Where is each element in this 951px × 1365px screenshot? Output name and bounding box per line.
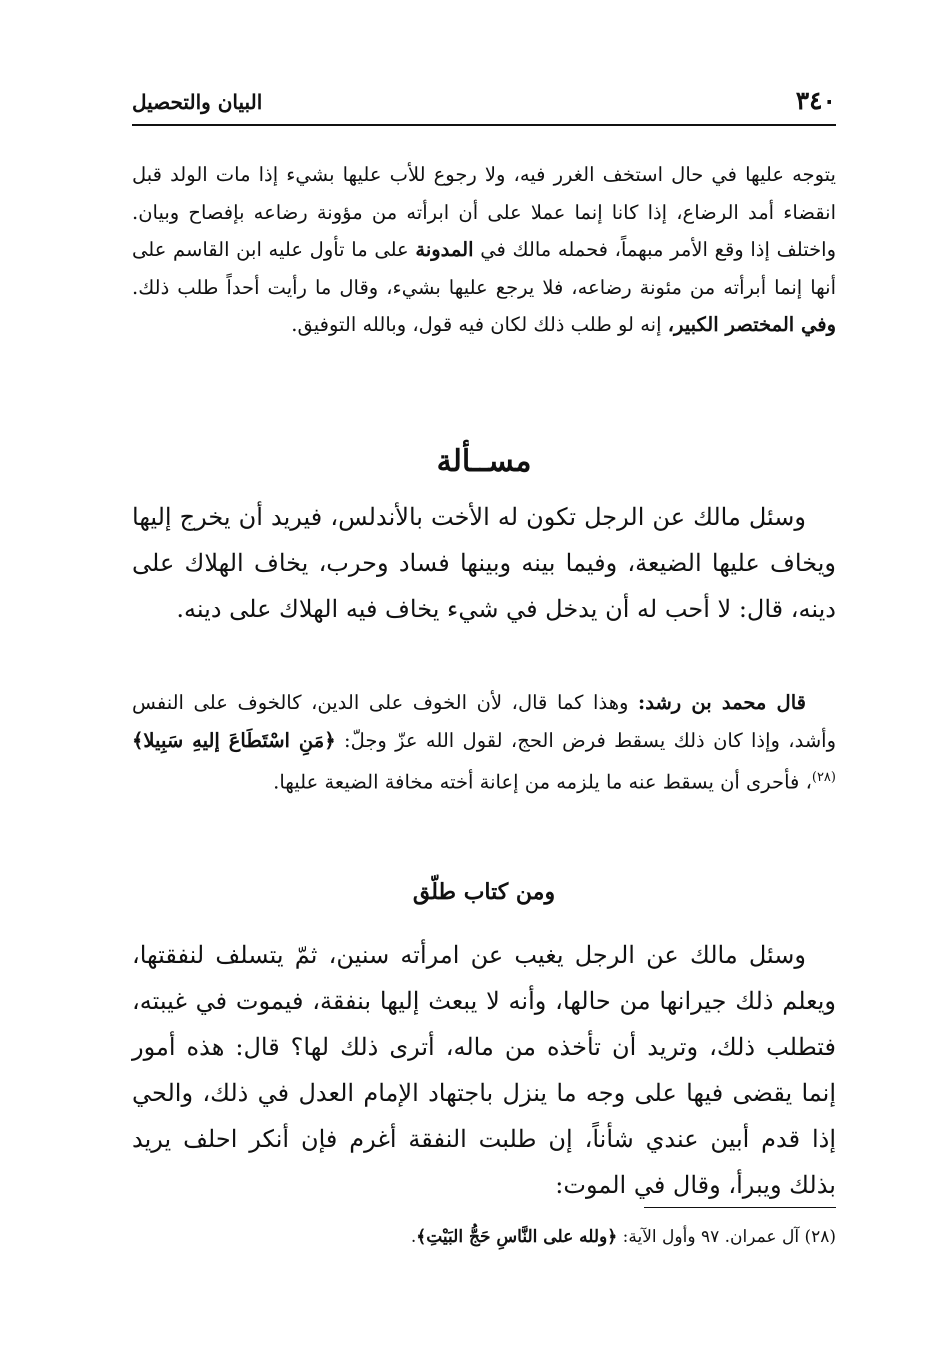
footnote-text: . bbox=[410, 1227, 417, 1247]
commentator-name: قال محمد بن رشد: bbox=[638, 691, 806, 714]
bold-source-mukhtasar: وفي المختصر الكبير، bbox=[667, 313, 836, 336]
masala-commentary bbox=[132, 684, 836, 801]
masala-heading: مســألة bbox=[436, 444, 532, 479]
page-number: ٣٤٠ bbox=[795, 86, 836, 115]
footnote-reference: (٢٨) bbox=[811, 770, 836, 785]
masala-section bbox=[132, 432, 836, 492]
book-paragraph-block bbox=[132, 932, 836, 1208]
footnote-divider bbox=[644, 1207, 836, 1208]
footnote bbox=[132, 1222, 836, 1252]
book-section bbox=[132, 872, 836, 912]
masala-question-block bbox=[132, 494, 836, 632]
masala-commentary-block bbox=[132, 684, 836, 801]
quran-quote: ﴿مَنِ اسْتَطَاعَ إليهِ سَبِيلا﴾ bbox=[132, 728, 336, 752]
bold-source-mudawwana: المدونة bbox=[415, 238, 474, 261]
commentary-text: وهذا كما قال، لأن الخوف على الدين، كالخوف على النفس وأشد، وإذا كان ذلك يسقط فرض الحج، لقول الله عزّ وجلّ: bbox=[132, 691, 836, 752]
footnote-quran-quote: ﴿ولله على النَّاسِ حَجُّ البَيْتِ﴾ bbox=[416, 1227, 618, 1247]
book-paragraph: وسئل مالك عن الرجل يغيب عن امرأته سنين، ثمّ يتسلف لنفقتها، ويعلم ذلك جيرانها من حالها، وأنه لا يبعث إليها بنفقة، فيموت في غيبته، فتطلب ذلك، وتريد أن تأخذه من ماله، أترى ذلك لها؟ قال: هذه أمور إنما يقضى فيها على وجه ما ينزل باجتهاد الإمام العدل في ذلك، والحي إذا قدم أبين عندي شأناً، إن طلبت النفقة أغرم فإن أنكر احلف يريد بذلك ويبرأ، وقال في الموت: bbox=[132, 941, 836, 1199]
page-header bbox=[132, 84, 836, 124]
continuation-paragraph bbox=[132, 156, 836, 344]
commentary-text: ، فأحرى أن يسقط عنه ما يلزمه من إعانة أخته مخافة الضيعة عليها. bbox=[273, 770, 812, 794]
paragraph-text: يتوجه عليها في حال استخف الغرر فيه، ولا رجوع للأب عليها بشيء إذا مات الولد قبل انقضاء أمد الرضاع، إذا كانا إنما عملا على أن ابرأته من مؤونة رضاعه بإفصاح وبيان. واختلف إذا وقع الأمر مبهماً، فحمله مالك في bbox=[132, 163, 836, 261]
paragraph-text: على ما تأول عليه ابن القاسم على أنها إنما أبرأته من مئونة رضاعه، فلا يرجع عليها بشيء، وقال ما رأيت أحداً طلب ذلك. bbox=[132, 238, 836, 299]
section-continuation bbox=[132, 156, 836, 344]
paragraph-text: إنه لو طلب ذلك لكان فيه قول، وبالله التوفيق. bbox=[291, 313, 668, 336]
header-divider bbox=[132, 124, 836, 126]
footnote-text: (٢٨) آل عمران. ٩٧ وأول الآية: bbox=[617, 1227, 836, 1247]
masala-question: وسئل مالك عن الرجل تكون له الأخت بالأندلس، فيريد أن يخرج إليها ويخاف عليها الضيعة، وفيما بينه وبينها فساد وحرب، يخاف الهلاك على دينه، قال: لا أحب له أن يدخل في شيء يخاف فيه الهلاك على دينه. bbox=[132, 503, 836, 623]
book-heading: ومن كتاب طلّق bbox=[412, 879, 556, 905]
running-title: البيان والتحصيل bbox=[132, 90, 263, 114]
